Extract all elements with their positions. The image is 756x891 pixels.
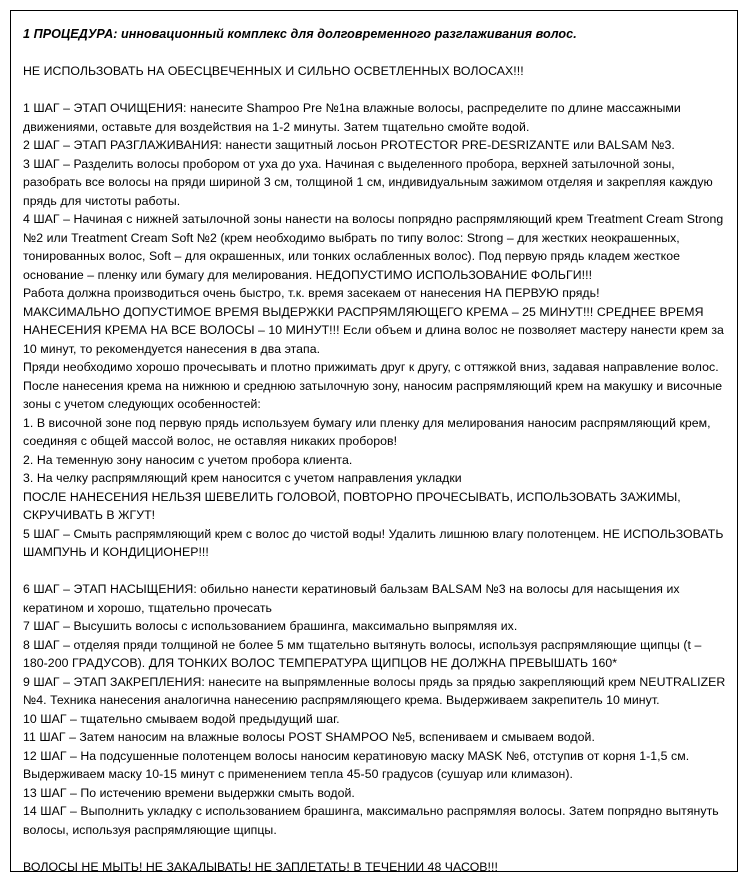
document-frame (10, 10, 738, 872)
note-work-speed: Работа должна производиться очень быстро, т.к. время засекаем от нанесения НА ПЕРВУЮ прядь! (23, 286, 600, 300)
step-2-smoothing: 2 ШАГ – ЭТАП РАЗГЛАЖИВАНИЯ: нанести защитный лосьон PROTECTOR PRE-DESRIZANTE или BALSAM №3. (23, 138, 675, 152)
step-10-rinse-again: 10 ШАГ – тщательно смываем водой предыдущий шаг. (23, 711, 340, 726)
step-8-flat-iron: 8 ШАГ – отделяя пряди толщиной не более 5 мм тщательно вытянуть волосы, используя распрямляющие щипцы (t – 180-200 ГРАДУСОВ). ДЛЯ ТОНКИХ ВОЛОС ТЕМПЕРАТУРА ЩИПЦОВ НЕ ДОЛЖНА ПРЕВЫШАТЬ 160* (23, 637, 702, 670)
step-1-cleansing: 1 ШАГ – ЭТАП ОЧИЩЕНИЯ: нанесите Shampoo Pre №1на влажные волосы, распределите по длине массажными движениями, оставьте для воздействия на 1-2 минуты. Затем тщательно смойте водой. (23, 101, 681, 134)
step-11-post-shampoo: 11 ШАГ – Затем наносим на влажные волосы POST SHAMPOO №5, вспениваем и смываем водой. (23, 730, 595, 744)
step-4-cream-application: 4 ШАГ – Начиная с нижней затылочной зоны нанести на волосы попрядно распрямляющий крем Treatment Cream Strong №2 или Treatment Cream Soft №2 (крем необходимо выбрать по типу волос: Strong – для жестких неокрашенных, тонированных волос, Soft – для окрашенных, или тонких ослабленных волос). Под первую прядь кладем жесткое основание – пленку или бумагу для мелирования. НЕДОПУСТИМО ИСПОЛЬЗОВАНИЕ ФОЛЬГИ!!! (23, 212, 724, 282)
final-warning-48-hours: ВОЛОСЫ НЕ МЫТЬ! НЕ ЗАКАЛЫВАТЬ! НЕ ЗАПЛЕТАТЬ! В ТЕЧЕНИИ 48 ЧАСОВ!!! (23, 859, 498, 874)
step-12-keratin-mask: 12 ШАГ – На подсушенные полотенцем волосы наносим кератиновую маску MASK №6, отступив от корня 1-1,5 см. Выдерживаем маску 10-15 минут с применением тепла 45-50 градусов (сушуар или климазон). (23, 748, 690, 781)
step-13-rinse-mask: 13 ШАГ – По истечению времени выдержки смыть водой. (23, 785, 355, 800)
step-9-fixing: 9 ШАГ – ЭТАП ЗАКРЕПЛЕНИЯ: нанесите на выпрямленные волосы прядь за прядью закрепляющий крем NEUTRALIZER №4. Техника нанесения аналогична нанесению распрямляющего крема. Выдерживаем закрепитель 10 минут. (23, 674, 726, 707)
step-6-saturation: 6 ШАГ – ЭТАП НАСЫЩЕНИЯ: обильно нанести кератиновый бальзам BALSAM №3 на волосы для насыщения их кератином и хорошо, тщательно прочесать (23, 582, 680, 615)
step-3-sectioning: 3 ШАГ – Разделить волосы пробором от уха до уха. Начиная с выделенного пробора, верхней затылочной зоны, разобрать все волосы на пряди шириной 3 см, толщиной 1 см, индивидуальным зажимом отделяя и закрепляя каждую прядь для чистоты работы. (23, 156, 713, 208)
note-max-timing: МАКСИМАЛЬНО ДОПУСТИМОЕ ВРЕМЯ ВЫДЕРЖКИ РАСПРЯМЛЯЮЩЕГО КРЕМА – 25 МИНУТ!!! СРЕДНЕЕ ВРЕМЯ НАНЕСЕНИЯ КРЕМА НА ВСЕ ВОЛОСЫ – 10 МИНУТ!!! Если объем и длина волос не позволяет мастеру нанести крем за 10 минут, то рекомендуется нанесения в два этапа. (23, 304, 724, 356)
document-title: 1 ПРОЦЕДУРА: инновационный комплекс для долговременного разглаживания волос. (23, 27, 577, 41)
feature-item-3: 3. На челку распрямляющий крем наносится с учетом направления укладки (23, 471, 462, 485)
step-7-blowdry: 7 ШАГ – Высушить волосы с использованием брашинга, максимально выпрямляя их. (23, 619, 518, 633)
warning-bleached-hair: НЕ ИСПОЛЬЗОВАТЬ НА ОБЕСЦВЕЧЕННЫХ И СИЛЬНО ОСВЕТЛЕННЫХ ВОЛОСАХ!!! (23, 64, 524, 78)
warning-no-head-movement: ПОСЛЕ НАНЕСЕНИЯ НЕЛЬЗЯ ШЕВЕЛИТЬ ГОЛОВОЙ, ПОВТОРНО ПРОЧЕСЫВАТЬ, ИСПОЛЬЗОВАТЬ ЗАЖИМЫ, СКРУЧИВАТЬ В ЖГУТ! (23, 489, 681, 522)
step-14-styling: 14 ШАГ – Выполнить укладку с использованием брашинга, максимально распрямляя волосы. Затем попрядно вытянуть волосы, используя распрямляющие щипцы. (23, 804, 719, 837)
feature-item-2: 2. На теменную зону наносим с учетом пробора клиента. (23, 452, 353, 467)
note-combing-direction: Пряди необходимо хорошо прочесывать и плотно прижимать друг к другу, с оттяжкой вниз, задавая направление волос. После нанесения крема на нижнюю и среднюю затылочную зону, наносим распрямляющий крем на макушку и височные зоны с учетом следующих особенностей: (23, 360, 723, 411)
document-body (23, 25, 729, 876)
feature-item-1: 1. В височной зоне под первую прядь используем бумагу или пленку для мелирования наносим распрямляющий крем, соединяя с общей массой волос, не оставляя никаких проборов! (23, 415, 711, 448)
step-5-rinse: 5 ШАГ – Смыть распрямляющий крем с волос до чистой воды! Удалить лишнюю влагу полотенцем. НЕ ИСПОЛЬЗОВАТЬ ШАМПУНЬ И КОНДИЦИОНЕР!!! (23, 526, 724, 559)
